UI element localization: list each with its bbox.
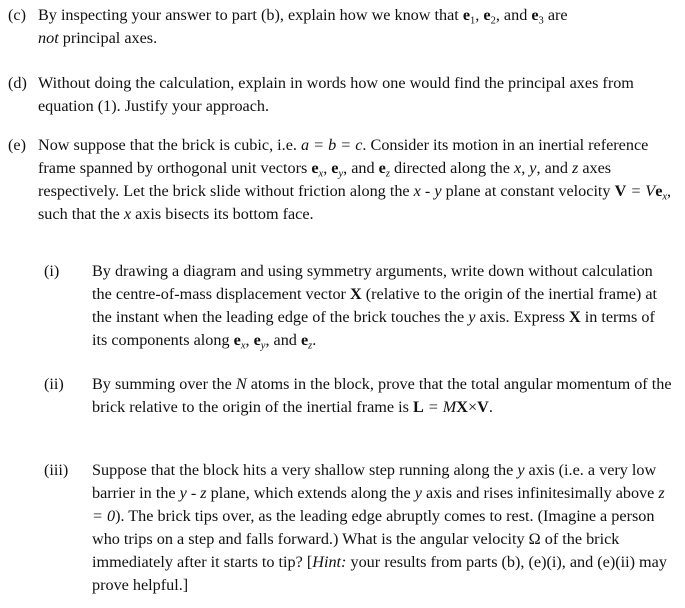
part-d [8,72,678,118]
part-e-i [44,260,674,352]
part-e-iii-label: (iii) [44,461,69,479]
part-d-text: Without doing the calculation, explain in words how one would find the principal axes from equation (1). Justify your approach. [38,74,634,115]
part-e-iii [44,459,674,597]
part-e-ii-text: By summing over the N atoms in the block, prove that the total angular momentum of the brick relative to the origin of the inertial frame is L = MX×V. [92,375,672,416]
part-c-label: (c) [8,6,26,24]
part-e-ii [44,373,674,419]
part-e-ii-label: (ii) [44,375,64,393]
part-e [8,134,678,226]
part-e-i-text: By drawing a diagram and using symmetry arguments, write down without calculation the centre-of-mass displacement vector X (relative to the origin of the inertial frame) at the instant when the leading edge of the brick touches the y axis. Express X in terms of its components along $e_x$, $e_y$, and $e_z$. [92,262,657,352]
part-e-label: (e) [8,136,26,154]
part-d-label: (d) [8,74,27,92]
part-c [8,4,678,50]
part-c-text: By inspecting your answer to part (b), explain how we know that $e_1$, $e_2$, and $e_3$ are not principal axes. [38,6,568,47]
part-e-iii-text: Suppose that the block hits a very shallow step running along the y axis (i.e. a very low barrier in the y - z plane, which extends along the y axis and rises infinitesimally above z = 0). The brick tips over, as the leading edge abruptly comes to rest. (Imagine a person who trips on a step and falls forward.) What is the angular velocity Ω of the brick immediately after it starts to tip? [Hint: your results from parts (b), (e)(i), and (e)(ii) may prove helpful.] [92,461,667,594]
part-e-i-label: (i) [44,262,60,280]
part-e-text: Now suppose that the brick is cubic, i.e. a = b = c. Consider its motion in an inertial reference frame spanned by orthogonal unit vectors $e_x$, $e_y$, and $e_z$ directed along the x, y, and z axes respectively. Let the brick slide without friction along the x - y plane at constant velocity $V = Ve_x$, such that the x axis bisects its bottom face. [38,136,672,223]
